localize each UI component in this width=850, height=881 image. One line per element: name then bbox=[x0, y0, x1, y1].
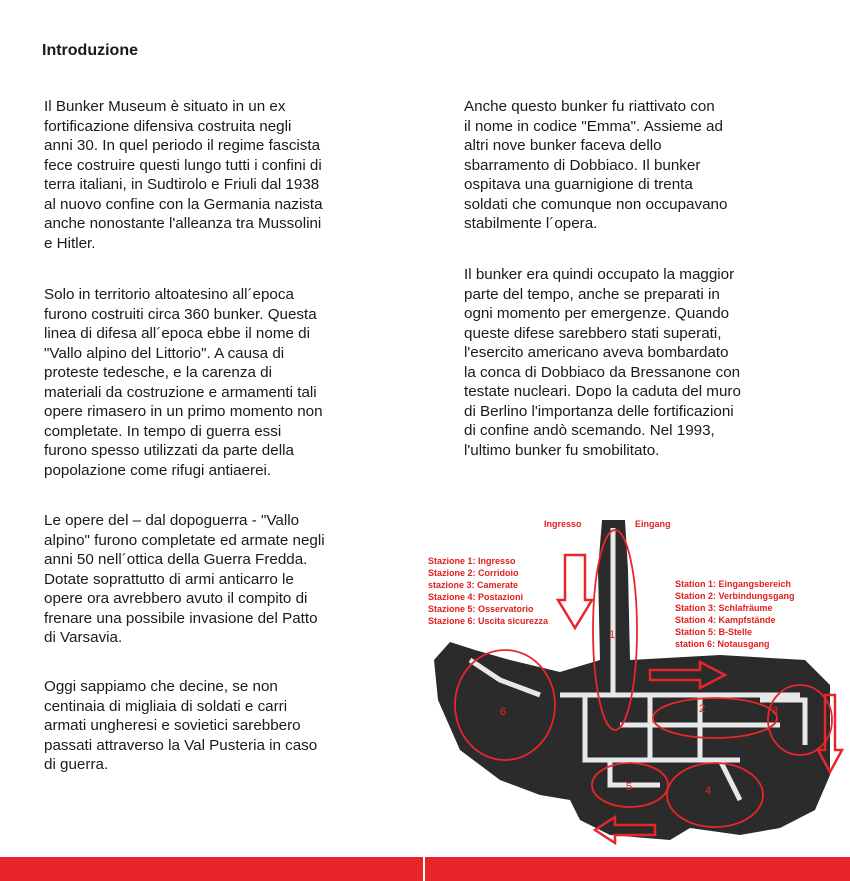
paragraph-emma: Anche questo bunker fu riattivato con il nome in codice "Emma". Assieme ad altri nove bunker faceva dello sbarramento di Dobbiaco. Il bunker ospitava una guarnigione di trenta soldati che comunque non occupavano stabilmente l´opera. bbox=[464, 98, 728, 232]
page-title: Introduzione bbox=[42, 42, 138, 59]
paragraph-today: Oggi sappiamo che decine, se non centinaia di migliaia di soldati e carri armati ungheresi e sovietici sarebbero passati attraverso la Val Pusteria in caso di guerra. bbox=[44, 678, 318, 773]
bunker-map bbox=[420, 510, 845, 850]
entrance-label-de: Eingang bbox=[635, 519, 671, 529]
entrance-label-it: Ingresso bbox=[544, 519, 582, 529]
paragraph-history: Solo in territorio altoatesino all´epoca furono costruiti circa 360 bunker. Questa linea di difesa all´epoca ebbe il nome di "Vallo alpino del Littorio". A causa di proteste tedesche, e la carenza di materiali da costruzione e armamenti tali opere rimasero in un primo momento non completate. In tempo di guerra essi furono spesso utilizzati da parte della popolazione come rifugi antiaerei. bbox=[44, 286, 323, 479]
station-number-4: 4 bbox=[705, 785, 712, 797]
footer-divider bbox=[423, 857, 425, 881]
station-number-1: 1 bbox=[609, 629, 616, 641]
station-number-3: 3 bbox=[772, 705, 779, 717]
legend-german: Station 1: Eingangsbereich Station 2: Verbindungsgang Station 3: Schlafräume Station 4: Kampfstände Station 5: B-Stelle station 6: Notausgang bbox=[675, 579, 795, 649]
station-number-6: 6 bbox=[500, 706, 507, 718]
footer-bar bbox=[0, 857, 850, 881]
legend-italian: Stazione 1: Ingresso Stazione 2: Corridoio stazione 3: Camerate Stazione 4: Postazioni Stazione 5: Osservatorio Stazione 6: Uscita sicurezza bbox=[428, 556, 549, 626]
station-number-5: 5 bbox=[626, 781, 633, 793]
paragraph-intro: Il Bunker Museum è situato in un ex fortificazione difensiva costruita negli anni 30. In quel periodo il regime fascista fece costruire questi lungo tutti i confini di terra italiani, in Sudtirolo e Friuli dal 1938 al nuovo confine con la Germania nazista anche nonostante l'alleanza tra Mussolini e Hitler. bbox=[44, 98, 323, 252]
station-number-2: 2 bbox=[699, 703, 706, 715]
paragraph-occupation: Il bunker era quindi occupato la maggior parte del tempo, anche se preparati in ogni momento per emergenze. Quando queste difese sarebbero stati superati, l'esercito americano aveva bombardato la conca di Dobbiaco da Bressanone con testate nucleari. Dopo la caduta del muro di Berlino l'importanza delle fortificazioni di confine andò scemando. Nel 1993, l'ultimo bunker fu smobilitato. bbox=[464, 266, 741, 459]
paragraph-postwar: Le opere del – dal dopoguerra - "Vallo alpino" furono completate ed armate negli anni 50 nell´ottica della Guerra Fredda. Dotate soprattutto di armi anticarro le opere ora avrebbero avuto il compito di frenare una possibile invasione del Patto di Varsavia. bbox=[44, 512, 325, 646]
